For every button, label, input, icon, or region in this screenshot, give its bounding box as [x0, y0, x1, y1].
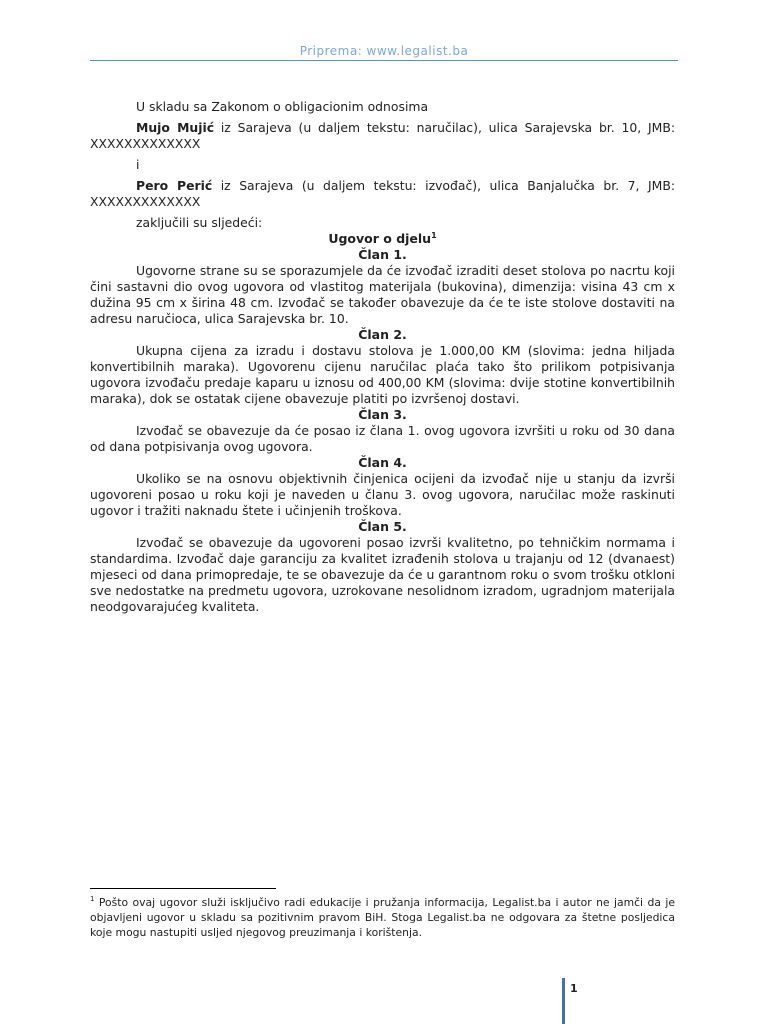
article-3: [90, 407, 675, 455]
concluded-line: zaključili su sljedeći:: [136, 215, 263, 230]
footnote: [90, 895, 675, 940]
article-heading: Član 4.: [358, 455, 407, 470]
article-text: Ukoliko se na osnovu objektivnih činjenica ocijeni da izvođač nije u stanju da izvrši ugovoreni posao u roku koji je naveden u članu 3. ovog ugovora, naručilac može raskinuti ugovor i tražiti naknadu štete i učinjenih troškova.: [90, 471, 675, 518]
footnote-number: 1: [90, 895, 95, 903]
article-text: Ukupna cijena za izradu i dostavu stolova je 1.000,00 KM (slovima: jedna hiljada konvertibilnih maraka). Ugovorenu cijenu naručilac plaća tako što prilikom potpisivanja ugovora izvođaču predaje kaparu u iznosu od 400,00 KM (slovima: dvije stotine konvertibilnih maraka), dok se ostatak cijene obavezuje platiti po izvršenoj dostavi.: [90, 343, 675, 406]
footnote-separator: [90, 888, 276, 889]
party-1-name: Mujo Mujić: [136, 120, 215, 135]
page-number: 1: [570, 982, 578, 995]
contract-title: [90, 231, 675, 247]
article-text: Izvođač se obavezuje da ugovoreni posao izvrši kvalitetno, po tehničkim normama i standardima. Izvođač daje garanciju za kvalitet izrađenih stolova u trajanju od 12 (dvanaest) mjeseci od dana primopredaje, te se obavezuje da će u garantnom roku o svom trošku otkloni sve nedostatke na predmetu ugovora, uzrokovane nesolidnom izradom, ugradnjom materijala neodgovarajućeg kvaliteta.: [90, 535, 675, 614]
header-divider: [90, 60, 678, 61]
document-body: [90, 99, 675, 615]
party-1-details: iz Sarajeva (u daljem tekstu: naručilac), ulica Sarajevska br. 10, JMB: XXXXXXXXXXXXX: [90, 120, 676, 151]
article-2: [90, 327, 675, 407]
intro-line: U skladu sa Zakonom o obligacionim odnosima: [136, 99, 429, 114]
article-1: [90, 247, 675, 327]
party-1: [90, 120, 675, 152]
article-4: [90, 455, 675, 519]
party-2: [90, 178, 675, 210]
article-text: Izvođač se obavezuje da će posao iz člana 1. ovog ugovora izvršiti u roku od 30 dana od dana potpisivanja ovog ugovora.: [90, 423, 675, 454]
party-2-details: iz Sarajeva (u daljem tekstu: izvođač), ulica Banjalučka br. 7, JMB: XXXXXXXXXXXXX: [90, 178, 676, 209]
page-header: [90, 44, 678, 58]
footnote-ref: 1: [431, 231, 437, 240]
article-heading: Član 2.: [358, 327, 407, 342]
header-text: Priprema: www.legalist.ba: [299, 44, 469, 58]
footnote-text: Pošto ovaj ugovor služi isključivo radi edukacije i pružanja informacija, Legalist.ba i autor ne jamči da je objavljeni ugovor u skladu sa pozitivnim pravom BiH. Stoga Legalist.ba ne odgovara za štetne posljedica koje mogu nastupiti usljed njegovog preuzimanja i korištenja.: [90, 896, 675, 939]
article-heading: Član 1.: [358, 247, 407, 262]
page-number-bar: [562, 978, 565, 1024]
article-heading: Član 3.: [358, 407, 407, 422]
and-word: i: [136, 157, 140, 172]
article-5: [90, 519, 675, 615]
party-2-name: Pero Perić: [136, 178, 213, 193]
article-heading: Član 5.: [358, 519, 407, 534]
article-text: Ugovorne strane su se sporazumjele da će izvođač izraditi deset stolova po nacrtu koji čini sastavni dio ovog ugovora od vlastitog materijala (bukovina), dimenzija: visina 43 cm x dužina 95 cm x širina 48 cm. Izvođač se također obavezuje da će te iste stolove dostaviti na adresu naručioca, ulica Sarajevska br. 10.: [90, 263, 675, 326]
contract-title-text: Ugovor o djelu: [328, 231, 432, 246]
